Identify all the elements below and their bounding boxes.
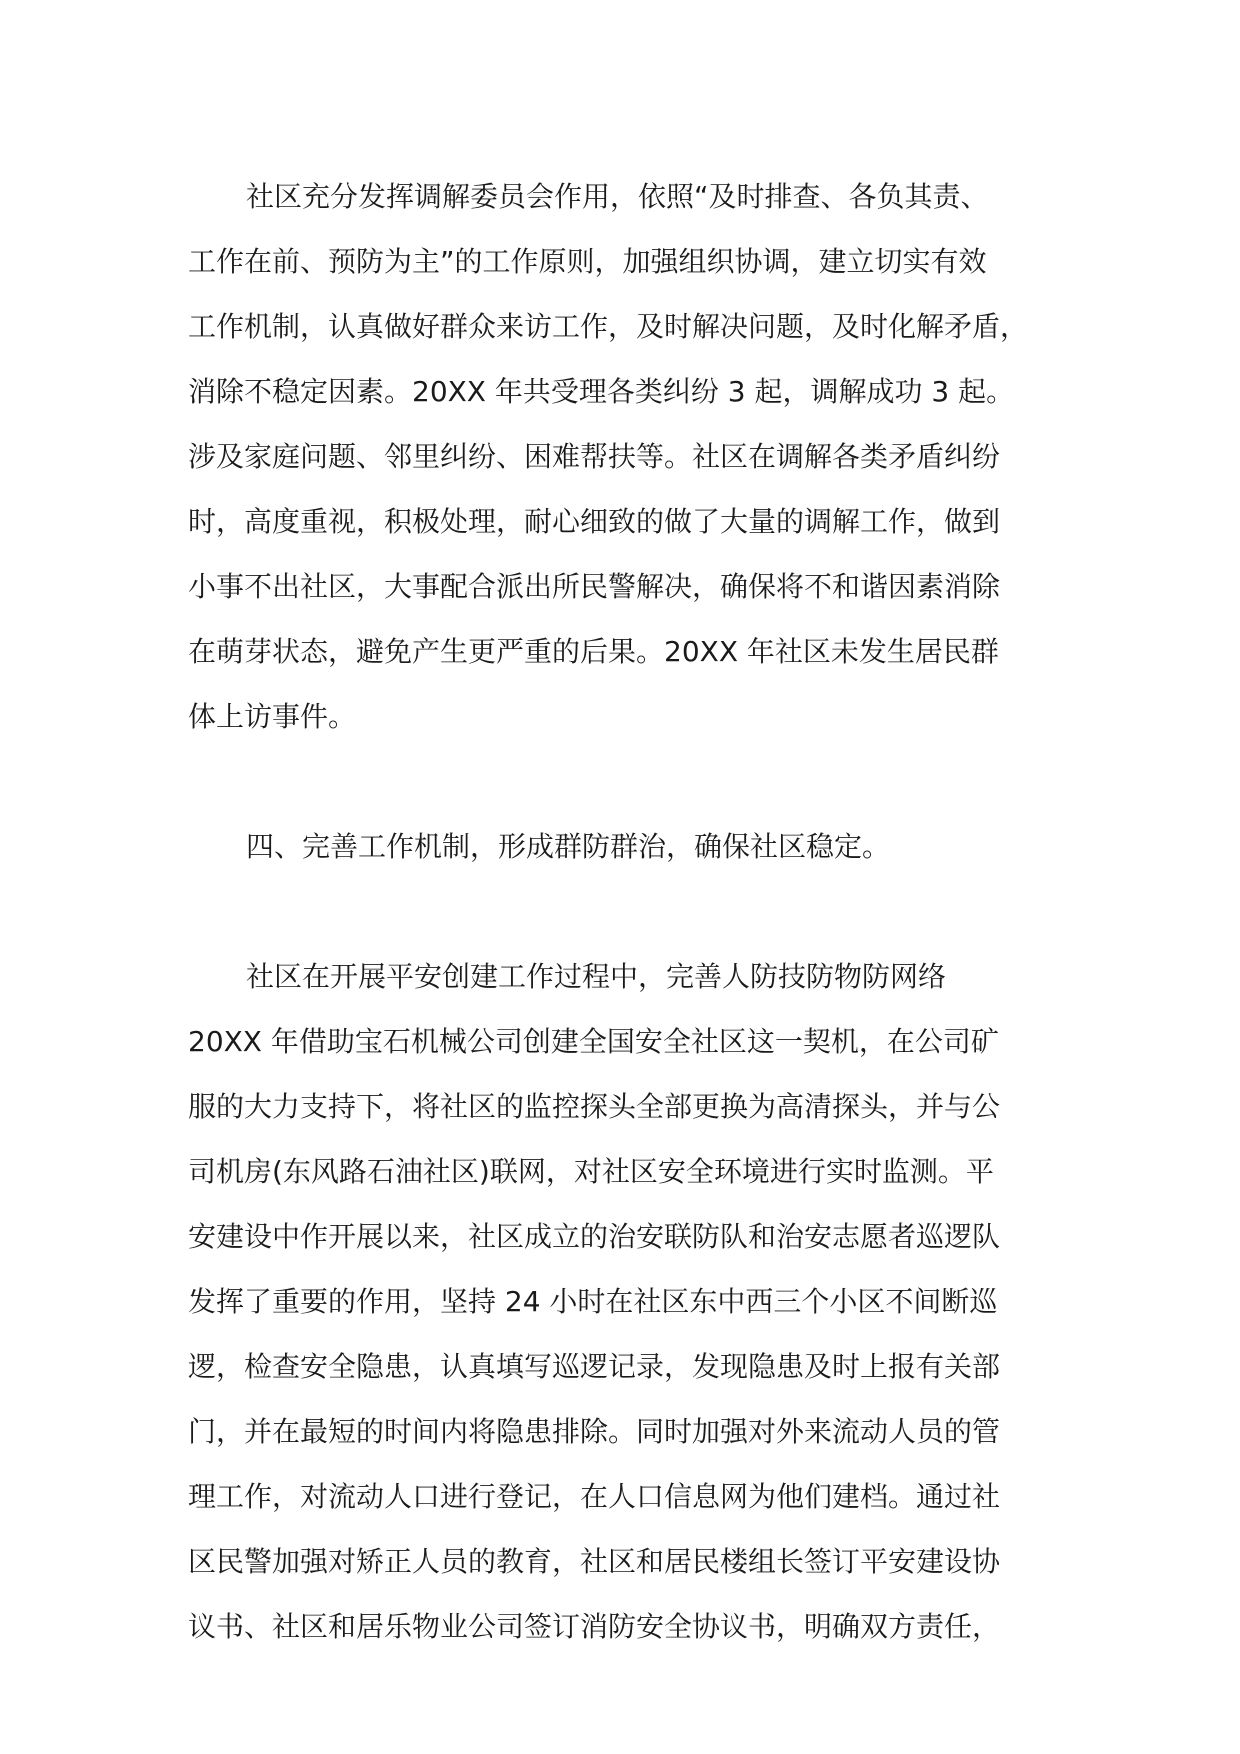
text-line: 安建设中作开展以来，社区成立的治安联防队和治安志愿者巡逻队: [188, 1220, 1001, 1253]
text-line: 时，高度重视，积极处理，耐心细致的做了大量的调解工作，做到: [188, 505, 1001, 538]
text-line: 小事不出社区，大事配合派出所民警解决，确保将不和谐因素消除: [188, 570, 1001, 603]
text-line: 逻，检查安全隐患，认真填写巡逻记录，发现隐患及时上报有关部: [188, 1350, 1001, 1383]
text-line: 议书、社区和居乐物业公司签订消防安全协议书，明确双方责任，: [188, 1610, 1001, 1643]
text-line: 服的大力支持下，将社区的监控探头全部更换为高清探头，并与公: [188, 1090, 1001, 1123]
text-line: 工作在前、预防为主”的工作原则，加强组织协调，建立切实有效: [188, 245, 987, 278]
text-line: 工作机制，认真做好群众来访工作，及时解决问题，及时化解矛盾，: [188, 310, 1029, 343]
text-line: 区民警加强对矫正人员的教育，社区和居民楼组长签订平安建设协: [188, 1545, 1001, 1578]
text-line: 社区充分发挥调解委员会作用，依照“及时排查、各负其责、: [246, 180, 989, 213]
text-line: 体上访事件。: [188, 700, 357, 733]
section-heading-four: [188, 814, 1088, 879]
paragraph-safety-network: [188, 944, 1088, 1659]
text-line: 20XX 年借助宝石机械公司创建全国安全社区这一契机，在公司矿: [188, 1025, 999, 1058]
text-line: 涉及家庭问题、邻里纠纷、困难帮扶等。社区在调解各类矛盾纠纷: [188, 440, 1001, 473]
document-body: [188, 164, 1088, 1659]
text-line: 发挥了重要的作用，坚持 24 小时在社区东中西三个小区不间断巡: [188, 1285, 998, 1318]
text-line: 消除不稳定因素。20XX 年共受理各类纠纷 3 起，调解成功 3 起。: [188, 375, 1015, 408]
text-line: 社区在开展平安创建工作过程中，完善人防技防物防网络: [246, 960, 947, 993]
paragraph-spacer: [188, 749, 1088, 814]
text-line: 在萌芽状态，避免产生更严重的后果。20XX 年社区未发生居民群: [188, 635, 999, 668]
text-line: 门，并在最短的时间内将隐患排除。同时加强对外来流动人员的管: [188, 1415, 1001, 1448]
paragraph-spacer: [188, 879, 1088, 944]
text-line: 理工作，对流动人口进行登记，在人口信息网为他们建档。通过社: [188, 1480, 1001, 1513]
text-line: 司机房(东风路石油社区)联网，对社区安全环境进行实时监测。平: [188, 1155, 994, 1188]
heading-line: 四、完善工作机制，形成群防群治，确保社区稳定。: [246, 830, 891, 863]
paragraph-mediation: [188, 164, 1088, 749]
